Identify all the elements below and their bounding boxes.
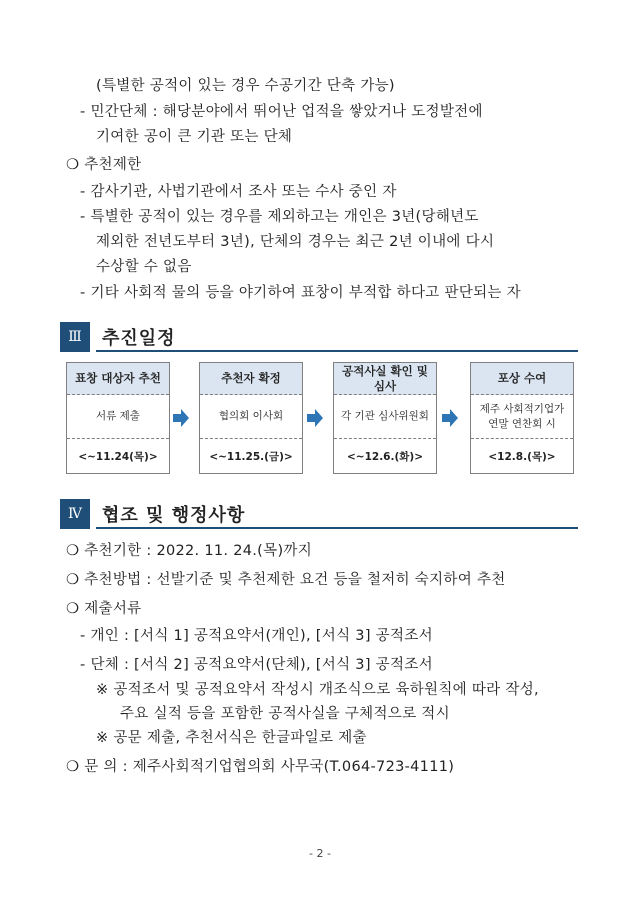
schedule-body: 서류 제출 [67, 395, 169, 439]
section-header [60, 322, 578, 352]
section-number: Ⅳ [60, 499, 90, 529]
text-line: 수상할 수 없음 [96, 259, 192, 275]
text-line: 주요 실적 등을 포함한 공적사실을 구체적으로 적시 [120, 706, 450, 722]
section-divider [96, 527, 578, 529]
section-number: Ⅲ [60, 322, 90, 352]
schedule-date: <~12.6.(화)> [346, 450, 424, 463]
text-line: - 기타 사회적 물의 등을 야기하여 표창이 부적합 하다고 판단되는 자 [80, 285, 521, 301]
arrow-right-icon [307, 408, 323, 428]
section-title: 추진일정 [102, 328, 176, 349]
schedule-date: <12.8.(목)> [488, 450, 556, 463]
text-line: ※ 공문 제출, 추천서식은 한글파일로 제출 [96, 730, 367, 746]
text-line: - 특별한 공적이 있는 경우를 제외하고는 개인은 3년(당해년도 [80, 209, 479, 225]
arrow-right-icon [173, 408, 189, 428]
text-line: ❍ 추천방법 : 선발기준 및 추천제한 요건 등을 철저히 숙지하여 추천 [66, 572, 506, 588]
text-line: 제외한 전년도부터 3년), 단체의 경우는 최근 2년 이내에 다시 [96, 234, 495, 250]
arrow-right-icon [442, 408, 458, 428]
schedule-header: 추천자 확정 [200, 363, 302, 395]
schedule-box [199, 362, 303, 474]
schedule-header: 포상 수여 [471, 363, 573, 395]
section-divider [96, 350, 578, 352]
text-line: ❍ 추천제한 [66, 157, 142, 173]
schedule-box [66, 362, 170, 474]
schedule-header: 표창 대상자 추천 [67, 363, 169, 395]
schedule-date: <~11.25.(금)> [209, 450, 293, 463]
text-line: - 감사기관, 사법기관에서 조사 또는 수사 중인 자 [80, 184, 397, 200]
text-line: - 민간단체 : 해당분야에서 뛰어난 업적을 쌓았거나 도정발전에 [80, 104, 483, 120]
schedule-box [470, 362, 574, 474]
schedule-box [333, 362, 437, 474]
text-line: 기여한 공이 큰 기관 또는 단체 [96, 129, 293, 145]
schedule-body: 협의회 이사회 [200, 395, 302, 439]
section-header [60, 499, 578, 529]
text-line: ※ 공적조서 및 공적요약서 작성시 개조식으로 육하원칙에 따라 작성, [96, 682, 539, 698]
schedule-header: 공적사실 확인 및 심사 [334, 363, 436, 395]
text-line: (특별한 공적이 있는 경우 수공기간 단축 가능) [96, 78, 395, 94]
text-line: - 단체 : [서식 2] 공적요약서(단체), [서식 3] 공적조서 [80, 657, 433, 673]
schedule-body: 제주 사회적기업가 연말 연찬회 시 [471, 395, 573, 439]
text-line: ❍ 추천기한 : 2022. 11. 24.(목)까지 [66, 543, 313, 559]
section-title: 협조 및 행정사항 [102, 505, 246, 526]
text-line: ❍ 문 의 : 제주사회적기업협의회 사무국(T.064-723-4111) [66, 759, 455, 775]
text-line: - 개인 : [서식 1] 공적요약서(개인), [서식 3] 공적조서 [80, 628, 433, 644]
schedule-date: <~11.24(목)> [78, 450, 158, 463]
page-number: - 2 - [309, 847, 331, 860]
schedule-body: 각 기관 심사위원회 [334, 395, 436, 439]
text-line: ❍ 제출서류 [66, 601, 142, 617]
